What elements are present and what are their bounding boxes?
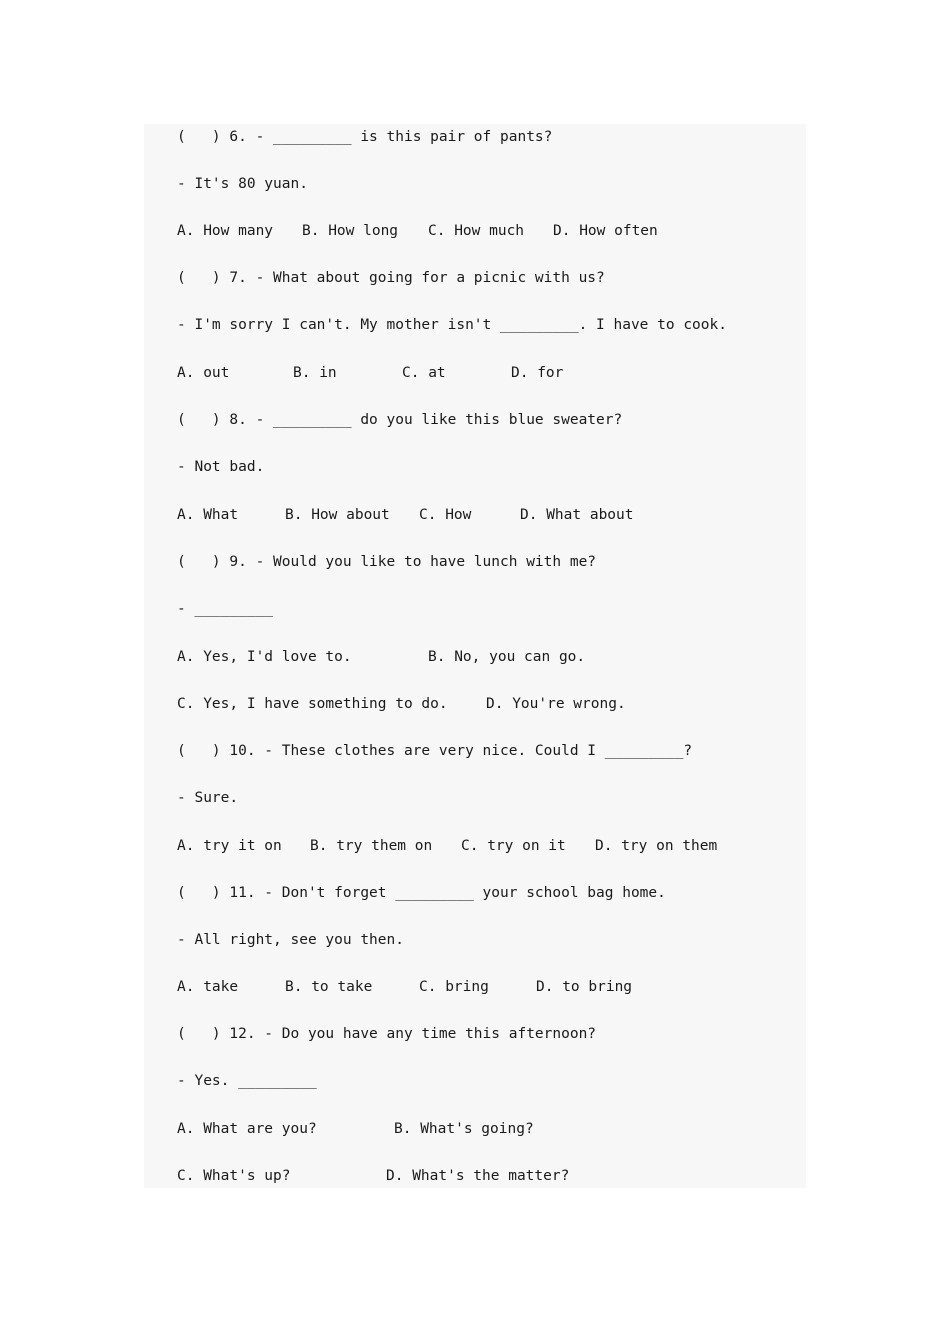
question-12-option-b: B. What's going? xyxy=(394,1121,534,1137)
question-6-reply: - It's 80 yuan. xyxy=(177,176,308,192)
question-10-option-a: A. try it on xyxy=(177,838,282,854)
question-9-stem: ( ) 9. - Would you like to have lunch with me? xyxy=(177,554,597,570)
question-9-option-b: B. No, you can go. xyxy=(428,649,586,665)
question-7-option-c: C. at xyxy=(402,365,446,381)
question-10-reply: - Sure. xyxy=(177,790,239,806)
question-11-option-c: C. bring xyxy=(419,979,489,995)
question-7-option-b: B. in xyxy=(293,365,337,381)
question-6-option-a: A. How many xyxy=(177,223,274,239)
question-6-option-c: C. How much xyxy=(428,223,525,239)
question-10-option-c: C. try on it xyxy=(461,838,566,854)
question-6-option-b: B. How long xyxy=(302,223,399,239)
question-9-reply: - _________ xyxy=(177,601,274,617)
question-7-option-a: A. out xyxy=(177,365,230,381)
question-8-option-d: D. What about xyxy=(520,507,634,523)
question-9-option-d: D. You're wrong. xyxy=(486,696,626,712)
question-11-option-b: B. to take xyxy=(285,979,373,995)
question-6-option-d: D. How often xyxy=(553,223,658,239)
question-9-option-a: A. Yes, I'd love to. xyxy=(177,649,352,665)
question-6-stem: ( ) 6. - _________ is this pair of pants? xyxy=(177,129,553,145)
question-12-option-c: C. What's up? xyxy=(177,1168,291,1184)
question-7-stem: ( ) 7. - What about going for a picnic with us? xyxy=(177,270,605,286)
question-8-option-b: B. How about xyxy=(285,507,390,523)
question-11-stem: ( ) 11. - Don't forget _________ your school bag home. xyxy=(177,885,666,901)
question-12-reply: - Yes. _________ xyxy=(177,1073,317,1089)
question-8-option-a: A. What xyxy=(177,507,239,523)
question-8-option-c: C. How xyxy=(419,507,472,523)
question-7-option-d: D. for xyxy=(511,365,564,381)
question-11-option-d: D. to bring xyxy=(536,979,633,995)
question-8-stem: ( ) 8. - _________ do you like this blue sweater? xyxy=(177,412,623,428)
question-9-option-c: C. Yes, I have something to do. xyxy=(177,696,448,712)
question-11-reply: - All right, see you then. xyxy=(177,932,404,948)
question-8-reply: - Not bad. xyxy=(177,459,265,475)
question-12-option-d: D. What's the matter? xyxy=(386,1168,570,1184)
question-11-option-a: A. take xyxy=(177,979,239,995)
question-7-reply: - I'm sorry I can't. My mother isn't _________. I have to cook. xyxy=(177,317,727,333)
question-12-option-a: A. What are you? xyxy=(177,1121,317,1137)
question-10-stem: ( ) 10. - These clothes are very nice. Could I _________? xyxy=(177,743,693,759)
question-12-stem: ( ) 12. - Do you have any time this afternoon? xyxy=(177,1026,597,1042)
question-10-option-b: B. try them on xyxy=(310,838,433,854)
question-10-option-d: D. try on them xyxy=(595,838,718,854)
